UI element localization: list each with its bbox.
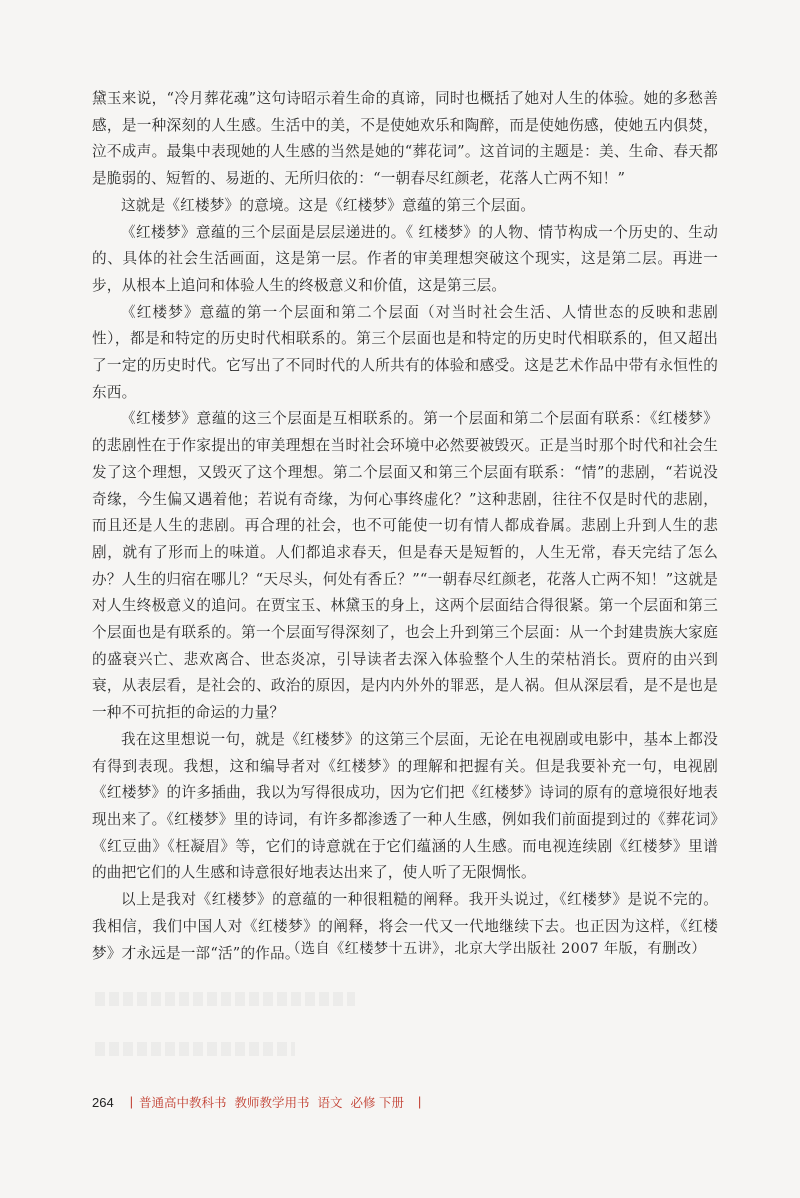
footer-divider: | xyxy=(129,1095,133,1109)
paragraph: 《红楼梦》意蕴的第一个层面和第二个层面（对当时社会生活、人情世态的反映和悲剧性），都是和特定的历史时代相联系的。第三个层面也是和特定的历史时代相联系的，但又超出了一定的历史时代。它写出了不同时代的人所共有的体验和感受。这是艺术作品中带有永恒性的东西。 xyxy=(92,303,718,401)
paragraph: 以上是我对《红楼梦》的意蕴的一种很粗糙的阐释。我开头说过，《红楼梦》是说不完的。我相信，我们中国人对《红楼梦》的阐释，将会一代又一代地继续下去。也正因为这样，《红楼梦》才永远是一部“活”的作品。 xyxy=(92,891,718,962)
book-type: 教师教学用书 xyxy=(234,1096,310,1110)
bleed-through-shadow xyxy=(95,1042,295,1056)
page-footer xyxy=(92,1093,427,1111)
footer-divider: | xyxy=(417,1095,422,1109)
body-text xyxy=(92,86,718,967)
book-subject: 语文 xyxy=(317,1096,343,1110)
paragraph: 这就是《红楼梦》的意境。这是《红楼梦》意蕴的第三个层面。 xyxy=(121,196,536,214)
book-volume: 必修 下册 xyxy=(350,1096,404,1110)
paragraph-continued: 黛玉来说，“冷月葬花魂”这句诗昭示着生命的真谛，同时也概括了她对人生的体验。她的多愁善感，是一种深刻的人生感。生活中的美，不是使她欢乐和陶醉，而是使她伤感，使她五内俱焚，泣不成声。最集中表现她的人生感的当然是她的“葬花词”。这首词的主题是：美、生命、春天都是脆弱的、短暂的、易逝的、无所归依的：“一朝春尽红颜老，花落人亡两不知！” xyxy=(92,90,718,188)
bleed-through-shadow xyxy=(95,992,355,1006)
source-citation: （选自《红楼梦十五讲》，北京大学出版社 2007 年版，有删改） xyxy=(286,941,706,957)
paragraph: 《红楼梦》意蕴的这三个层面是互相联系的。第一个层面和第二个层面有联系：《红楼梦》的悲剧性在于作家提出的审美理想在当时社会环境中必然要被毁灭。正是当时那个时代和社会生发了这个理想，又毁灭了这个理想。第二个层面又和第三个层面有联系：“情”的悲剧，“若说没奇缘，今生偏又遇着他；若说有奇缘，为何心事终虚化？”这种悲剧，往往不仅是时代的悲剧，而且还是人生的悲剧。再合理的社会，也不可能使一切有情人都成眷属。悲剧上升到人生的悲剧，就有了形而上的味道。人们都追求春天，但是春天是短暂的，人生无常，春天完结了怎么办？人生的归宿在哪儿？“天尽头，何处有香丘？”“一朝春尽红颜老，花落人亡两不知！”这就是对人生终极意义的追问。在贾宝玉、林黛玉的身上，这两个层面结合得很紧。第一个层面和第三个层面也是有联系的。第一个层面写得深刻了，也会上升到第三个层面：从一个封建贵族大家庭的盛衰兴亡、悲欢离合、世态炎凉，引导读者去深入体验整个人生的荣枯消长。贾府的由兴到衰，从表层看，是社会的、政治的原因，是内内外外的罪恶，是人祸。但从深层看，是不是也是一种不可抗拒的命运的力量？ xyxy=(92,410,718,722)
paragraph: 我在这里想说一句，就是《红楼梦》的这第三个层面，无论在电视剧或电影中，基本上都没有得到表现。我想，这和编导者对《红楼梦》的理解和把握有关。但是我要补充一句，电视剧《红楼梦》的许多插曲，我以为写得很成功，因为它们把《红楼梦》诗词的原有的意境很好地表现出来了。《红楼梦》里的诗词，有许多都渗透了一种人生感，例如我们前面提到过的《葬花词》《红豆曲》《枉凝眉》等，它们的诗意就在于它们蕴涵的人生感。而电视连续剧《红楼梦》里谱的曲把它们的人生感和诗意很好地表达出来了，使人听了无限惆怅。 xyxy=(92,730,718,882)
page-number: 264 xyxy=(92,1094,114,1110)
book-series: 普通高中教科书 xyxy=(138,1096,227,1110)
paragraph: 《红楼梦》意蕴的三个层面是层层递进的。《 红楼梦》的人物、情节构成一个历史的、生动的、具体的社会生活画面，这是第一层。作者的审美理想突破这个现实，这是第二层。再进一步，从根本上追问和体验人生的终极意义和价值，这是第三层。 xyxy=(92,223,718,294)
